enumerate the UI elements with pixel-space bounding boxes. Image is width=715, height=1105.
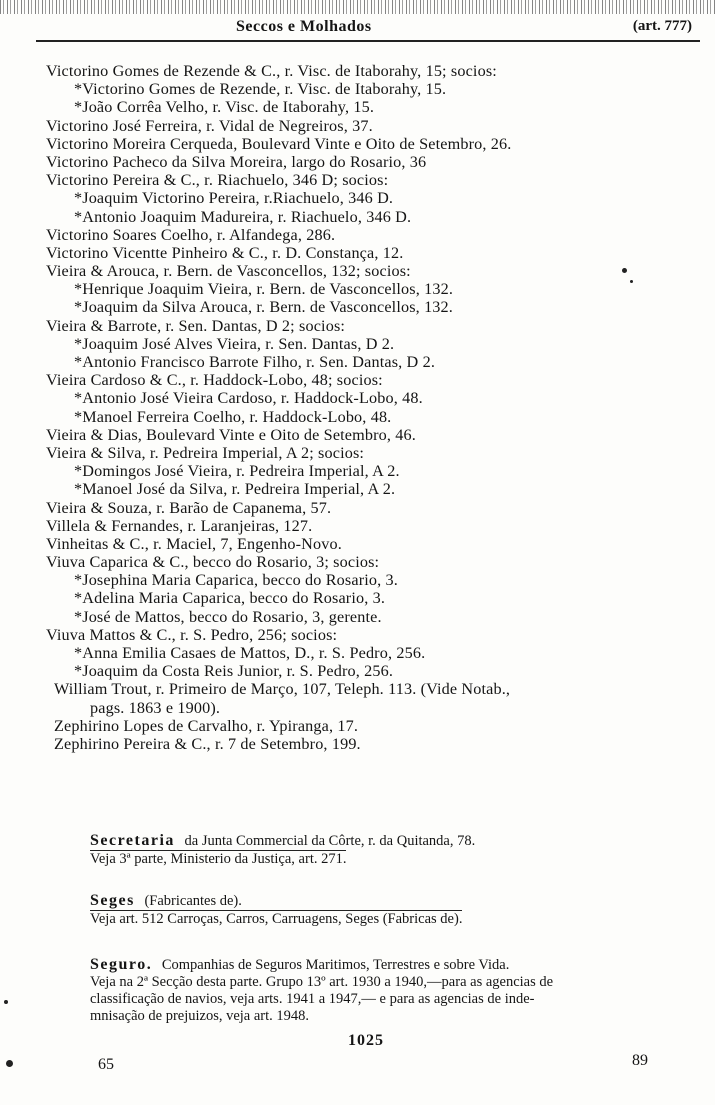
directory-subentry: *Antonio José Vieira Cardoso, r. Haddock-Lobo, 48. bbox=[74, 389, 423, 408]
section-ref-seges: Veja art. 512 Carroças, Carros, Carruagens, Seges (Fabricas de). bbox=[90, 911, 463, 927]
ink-speck bbox=[622, 268, 627, 273]
section-body-line: classificação de navios, veja arts. 1941 a 1947,— e para as agencias de inde- bbox=[90, 991, 535, 1007]
directory-entry: Vieira & Souza, r. Barão de Capanema, 57. bbox=[46, 498, 332, 517]
section-seges bbox=[90, 892, 462, 928]
ink-speck bbox=[630, 280, 633, 283]
section-word-seguro: Seguro. bbox=[90, 956, 153, 973]
section-body-seguro bbox=[90, 974, 553, 1025]
directory-entry: Victorino Pacheco da Silva Moreira, largo do Rosario, 36 bbox=[46, 152, 427, 171]
directory-subentry: *Domingos José Vieira, r. Pedreira Imperial, A 2. bbox=[74, 462, 400, 481]
section-word-seges: Seges bbox=[90, 892, 135, 909]
directory-subentry: *Antonio Joaquim Madureira, r. Riachuelo, 346 D. bbox=[74, 207, 412, 226]
directory-entry: Vieira Cardoso & C., r. Haddock-Lobo, 48; socios: bbox=[46, 371, 383, 390]
ink-speck bbox=[6, 1060, 13, 1067]
directory-subentry: *Antonio Francisco Barrote Filho, r. Sen. Dantas, D 2. bbox=[74, 353, 436, 371]
section-ref-secretaria: Veja 3ª parte, Ministerio da Justiça, art. 271. bbox=[90, 851, 347, 867]
directory-entry: Victorino Soares Coelho, r. Alfandega, 286. bbox=[46, 225, 336, 244]
directory-subentry: *José de Mattos, becco do Rosario, 3, gerente. bbox=[74, 607, 382, 626]
footer-left-number: 65 bbox=[98, 1056, 114, 1073]
directory-entry: Villela & Fernandes, r. Laranjeiras, 127. bbox=[46, 516, 313, 535]
header-title: Seccos e Molhados bbox=[236, 18, 372, 35]
directory-subentry: *Manoel Ferreira Coelho, r. Haddock-Lobo, 48. bbox=[74, 407, 392, 426]
directory-entry: Victorino José Ferreira, r. Vidal de Negreiros, 37. bbox=[46, 116, 373, 135]
section-heading-seguro: Companhias de Seguros Maritimos, Terrestres e sobre Vida. bbox=[161, 957, 510, 973]
section-body-line: Veja na 2ª Secção desta parte. Grupo 13º art. 1930 a 1940,—para as agencias de bbox=[90, 974, 554, 990]
directory-subentry: *Joaquim Victorino Pereira, r.Riachuelo, 346 D. bbox=[74, 189, 394, 208]
scan-noise-top bbox=[0, 0, 715, 14]
page-number: 1025 bbox=[348, 1032, 384, 1049]
directory-entry: Vieira & Barrote, r. Sen. Dantas, D 2; socios: bbox=[46, 316, 346, 335]
directory-entry: Vinheitas & C., r. Maciel, 7, Engenho-Novo. bbox=[46, 534, 342, 553]
directory-entry: Viuva Caparica & C., becco do Rosario, 3; socios: bbox=[46, 553, 380, 572]
section-word-secretaria: Secretaria bbox=[90, 832, 175, 849]
section-heading-seges: (Fabricantes de). bbox=[144, 893, 242, 909]
section-seguro bbox=[90, 956, 553, 1025]
directory-subentry: *Manoel José da Silva, r. Pedreira Imperial, A 2. bbox=[74, 480, 396, 499]
directory-subentry: pags. 1863 e 1900). bbox=[90, 698, 221, 717]
section-body-line: mnisação de prejuizos, veja art. 1948. bbox=[90, 1008, 310, 1024]
directory-entry: Viuva Mattos & C., r. S. Pedro, 256; socios: bbox=[46, 625, 338, 644]
directory-subentry: *Josephina Maria Caparica, becco do Rosario, 3. bbox=[74, 571, 398, 590]
directory-entry: Zephirino Lopes de Carvalho, r. Ypiranga, 17. bbox=[54, 716, 359, 735]
footer-right-number: 89 bbox=[632, 1052, 648, 1069]
running-header bbox=[36, 14, 696, 40]
directory-entry: Victorino Moreira Cerqueda, Boulevard Vinte e Oito de Setembro, 26. bbox=[46, 134, 512, 153]
section-secretaria bbox=[90, 832, 475, 868]
directory-subentry: *Joaquim da Costa Reis Junior, r. S. Pedro, 256. bbox=[74, 662, 394, 681]
directory-subentry: *Joaquim José Alves Vieira, r. Sen. Dantas, D 2. bbox=[74, 334, 395, 353]
directory-entry: Vieira & Arouca, r. Bern. de Vasconcellos, 132; socios: bbox=[46, 262, 411, 281]
directory-subentry: *Victorino Gomes de Rezende, r. Visc. de Itaborahy, 15. bbox=[74, 80, 447, 99]
directory-subentry: *Joaquim da Silva Arouca, r. Bern. de Vasconcellos, 132. bbox=[74, 298, 453, 317]
directory-entries bbox=[46, 62, 706, 753]
directory-subentry: *Adelina Maria Caparica, becco do Rosario, 3. bbox=[74, 589, 386, 608]
ink-speck bbox=[4, 1000, 8, 1004]
directory-entry: Vieira & Silva, r. Pedreira Imperial, A 2; socios: bbox=[46, 443, 365, 462]
directory-entry: Vieira & Dias, Boulevard Vinte e Oito de Setembro, 46. bbox=[46, 425, 416, 444]
directory-entry: Victorino Gomes de Rezende & C., r. Visc. de Itaborahy, 15; socios: bbox=[46, 62, 497, 80]
directory-entry: Victorino Vicentte Pinheiro & C., r. D. Constança, 12. bbox=[46, 243, 404, 262]
directory-entry: Victorino Pereira & C., r. Riachuelo, 346 D; socios: bbox=[46, 171, 389, 190]
header-rule bbox=[36, 40, 700, 42]
directory-subentry: *Anna Emilia Casaes de Mattos, D., r. S. Pedro, 256. bbox=[74, 644, 426, 662]
directory-subentry: *João Corrêa Velho, r. Visc. de Itaborahy, 15. bbox=[74, 98, 375, 117]
directory-subentry: *Henrique Joaquim Vieira, r. Bern. de Vasconcellos, 132. bbox=[74, 280, 454, 299]
directory-entry: William Trout, r. Primeiro de Março, 107, Teleph. 113. (Vide Notab., bbox=[54, 680, 511, 699]
header-article: (art. 777) bbox=[632, 18, 692, 34]
directory-entry: Zephirino Pereira & C., r. 7 de Setembro, 199. bbox=[54, 734, 361, 753]
section-heading-secretaria: da Junta Commercial da Côrte, r. da Quitanda, 78. bbox=[184, 833, 476, 849]
